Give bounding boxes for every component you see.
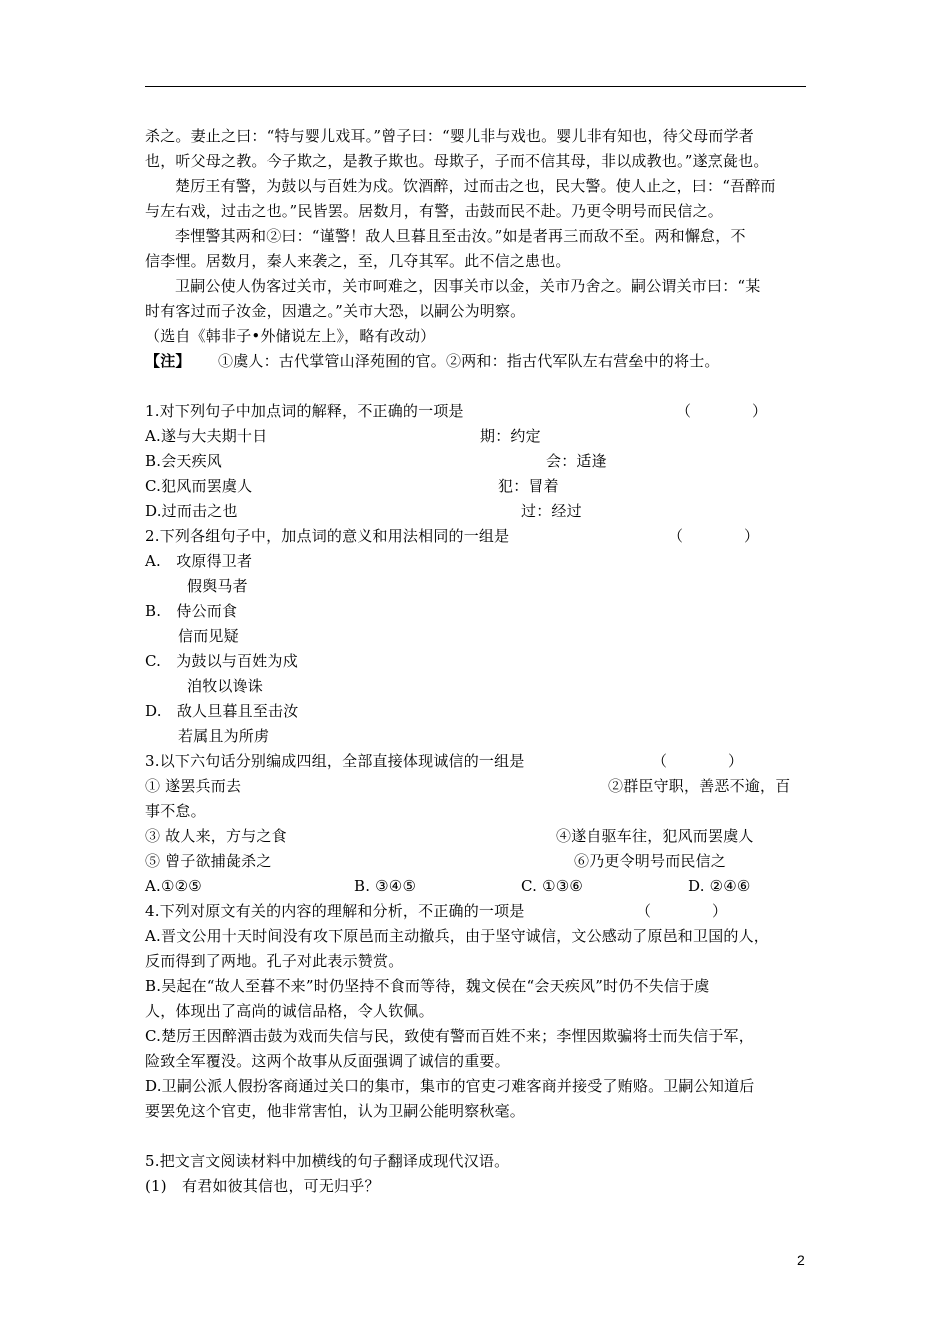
q4-option-a: A.晋文公用十天时间没有攻下原邑而主动撤兵，由于坚守诚信，文公感动了原邑和卫国的人， bbox=[145, 927, 770, 945]
passage-line: 也，听父母之教。今子欺之，是教子欺也。母欺子，子而不信其母，非以成教也。”遂烹彘也。 bbox=[145, 152, 769, 170]
q4-option-b-cont: 人，体现出了高尚的诚信品格，令人钦佩。 bbox=[145, 1002, 434, 1020]
q2-stem: 2.下列各组句子中，加点词的意义和用法相同的一组是 bbox=[145, 527, 510, 545]
q2-option-d-line1: D. 敌人旦暮且至击汝 bbox=[145, 702, 299, 720]
page-number: 2 bbox=[797, 1252, 805, 1268]
q4-option-b: B.吴起在“故人至暮不来”时仍坚持不食而等待，魏文侯在“会天疾风”时仍不失信于虞 bbox=[145, 977, 710, 995]
q3-option-d: D. ②④⑥ bbox=[688, 877, 751, 895]
q2-answer-bracket: （ ） bbox=[668, 527, 760, 545]
q1-option-d-gloss: 过：经过 bbox=[521, 502, 582, 520]
q1-option-c: C.犯风而罢虞人 bbox=[145, 477, 253, 495]
q4-option-a-cont: 反而得到了两地。孔子对此表示赞赏。 bbox=[145, 952, 404, 970]
q3-item-2: ②群臣守职，善恶不逾，百 bbox=[608, 777, 791, 795]
q2-option-c-line2: 洎牧以谗诛 bbox=[187, 677, 264, 695]
note-tag: 【注】 bbox=[145, 352, 191, 370]
q3-item-5: ⑤ 曾子欲捕彘杀之 bbox=[145, 852, 272, 870]
q3-option-a: A.①②⑤ bbox=[145, 877, 202, 895]
q1-option-d: D.过而击之也 bbox=[145, 502, 238, 520]
q4-option-d-cont: 要罢免这个官吏，他非常害怕，认为卫嗣公能明察秋毫。 bbox=[145, 1102, 526, 1120]
passage-line: 李悝警其两和②曰：“谨警！敌人旦暮且至击汝。”如是者再三而敌不至。两和懈怠，不 bbox=[175, 227, 746, 245]
q1-option-a-gloss: 期：约定 bbox=[480, 427, 541, 445]
passage-line: 卫嗣公使人伪客过关市，关市呵难之，因事关市以金，关市乃舍之。嗣公谓关市曰：“某 bbox=[175, 277, 761, 295]
passage-line: 时有客过而子汝金，因遣之。”关市大恐，以嗣公为明察。 bbox=[145, 302, 526, 320]
q3-option-c: C. ①③⑥ bbox=[521, 877, 584, 895]
passage-source: （选自《韩非子•外储说左上》，略有改动） bbox=[145, 327, 436, 345]
header-rule bbox=[145, 86, 806, 87]
q2-option-b-line2: 信而见疑 bbox=[178, 627, 239, 645]
passage-line: 信李悝。居数月，秦人来袭之，至，几夺其军。此不信之患也。 bbox=[145, 252, 571, 270]
passage-line: 楚厉王有警，为鼓以与百姓为戍。饮酒醉，过而击之也，民大警。使人止之，曰：“吾醉而 bbox=[175, 177, 776, 195]
q3-item-6: ⑥乃更令明号而民信之 bbox=[574, 852, 727, 870]
q1-stem: 1.对下列句子中加点词的解释，不正确的一项是 bbox=[145, 402, 464, 420]
q3-item-4: ④遂自驱车往，犯风而罢虞人 bbox=[556, 827, 754, 845]
q2-option-c-line1: C. 为鼓以与百姓为戍 bbox=[145, 652, 298, 670]
q1-option-c-gloss: 犯：冒着 bbox=[498, 477, 559, 495]
q3-stem: 3.以下六句话分别编成四组，全部直接体现诚信的一组是 bbox=[145, 752, 525, 770]
q4-answer-bracket: （ ） bbox=[636, 902, 728, 920]
passage-line: 杀之。妻止之曰：“特与婴儿戏耳。”曾子曰：“婴儿非与戏也。婴儿非有知也，待父母而学者 bbox=[145, 127, 754, 145]
passage-line: 与左右戏，过击之也。”民皆罢。居数月，有警，击鼓而民不赴。乃更令明号而民信之。 bbox=[145, 202, 723, 220]
q1-option-b: B.会天疾风 bbox=[145, 452, 222, 470]
note-text: ①虞人：古代掌管山泽苑囿的官。②两和：指古代军队左右营垒中的将士。 bbox=[218, 352, 720, 370]
q2-option-b-line1: B. 侍公而食 bbox=[145, 602, 238, 620]
q5-sentence-1: (1) 有君如彼其信也，可无归乎？ bbox=[145, 1177, 380, 1195]
q1-option-b-gloss: 会：适逢 bbox=[546, 452, 607, 470]
q2-option-d-line2: 若属且为所虏 bbox=[178, 727, 270, 745]
q1-option-a: A.遂与大夫期十日 bbox=[145, 427, 268, 445]
q3-item-2-cont: 事不怠。 bbox=[145, 802, 206, 820]
q3-answer-bracket: （ ） bbox=[652, 752, 744, 770]
q3-item-1: ① 遂罢兵而去 bbox=[145, 777, 242, 795]
q2-option-a-line2: 假舆马者 bbox=[187, 577, 248, 595]
q3-option-b: B. ③④⑤ bbox=[354, 877, 417, 895]
q5-stem: 5.把文言文阅读材料中加横线的句子翻译成现代汉语。 bbox=[145, 1152, 510, 1170]
q4-option-d: D.卫嗣公派人假扮客商通过关口的集市，集市的官吏刁难客商并接受了贿赂。卫嗣公知道后 bbox=[145, 1077, 755, 1095]
q4-stem: 4.下列对原文有关的内容的理解和分析，不正确的一项是 bbox=[145, 902, 525, 920]
q4-option-c-cont: 险致全军覆没。这两个故事从反面强调了诚信的重要。 bbox=[145, 1052, 510, 1070]
q2-option-a-line1: A. 攻原得卫者 bbox=[145, 552, 253, 570]
q1-answer-bracket: （ ） bbox=[676, 402, 768, 420]
q4-option-c: C.楚厉王因醉酒击鼓为戏而失信与民，致使有警而百姓不来；李悝因欺骗将士而失信于军， bbox=[145, 1027, 754, 1045]
q3-item-3: ③ 故人来，方与之食 bbox=[145, 827, 287, 845]
